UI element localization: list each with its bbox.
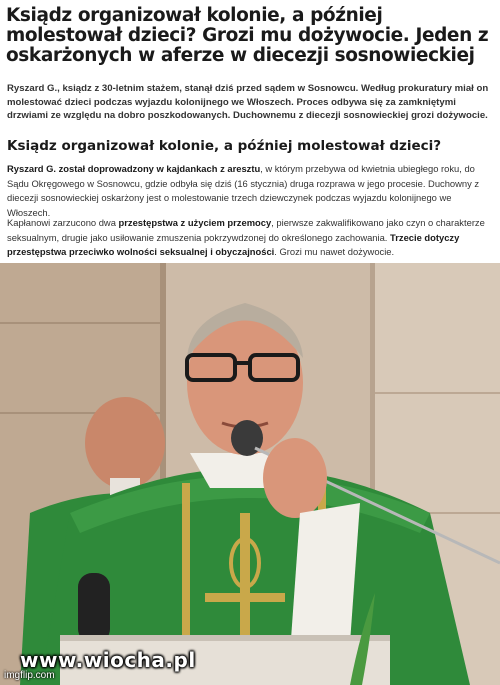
- priest-photo: [0, 263, 500, 685]
- watermark: www.wiocha.pl: [20, 648, 196, 672]
- paragraph-1-bold: Ryszard G. został doprowadzony w kajdankach z aresztu: [7, 163, 261, 174]
- paragraph-2-text-c: . Grozi mu nawet dożywocie.: [274, 246, 395, 257]
- paragraph-2-text-a: Kapłanowi zarzucono dwa: [7, 217, 119, 228]
- paragraph-2-bold-a: przestępstwa z użyciem przemocy: [118, 217, 272, 228]
- article-lead: Ryszard G., ksiądz z 30-letnim stażem, stanął dziś przed sądem w Sosnowcu. Według prokuratury miał on molestować dzieci podczas wyjazdu kolonijnego we Włoszech. Proces odbywa się za zamkniętymi drzwiami ze względu na dobro poszkodowanych. Duchownemu z diecezji sosnowieckiej grozi dożywocie.: [7, 83, 489, 121]
- photo-illustration: [0, 263, 500, 685]
- paragraph-1: [7, 162, 495, 220]
- paragraph-2-text-b: , pierwsze zakwalifikowano jako czyn o charakterze seksualnym, drugie jako usiłowanie zmuszenia pokrzywdzonej do określonego zachowania.: [7, 217, 485, 243]
- paragraph-2: [7, 216, 495, 260]
- imgflip-credit: imgflip.com: [4, 670, 55, 681]
- article-headline: Ksiądz organizował kolonie, a później molestował dzieci? Grozi mu dożywocie. Jeden z oskarżonych w aferze w diecezji sosnowieckiej: [6, 5, 489, 66]
- paragraph-1-text: , w którym przebywa od kwietnia ubiegłego roku, do Sądu Okręgowego w Sosnowcu, gdzie odbyła się dziś (16 stycznia) druga rozprawa w jego procesie. Duchowny z diecezji sosnowieckiej oskarżony jest o molestowanie trzech dziewczynek podczas wyjazdu kolonijnego we Włoszech.: [7, 163, 480, 218]
- section-title: Ksiądz organizował kolonie, a później molestował dzieci?: [7, 138, 442, 154]
- paragraph-2-bold-b: Trzecie dotyczy przestępstwa przeciwko wolności seksualnej i obyczajności: [7, 231, 460, 257]
